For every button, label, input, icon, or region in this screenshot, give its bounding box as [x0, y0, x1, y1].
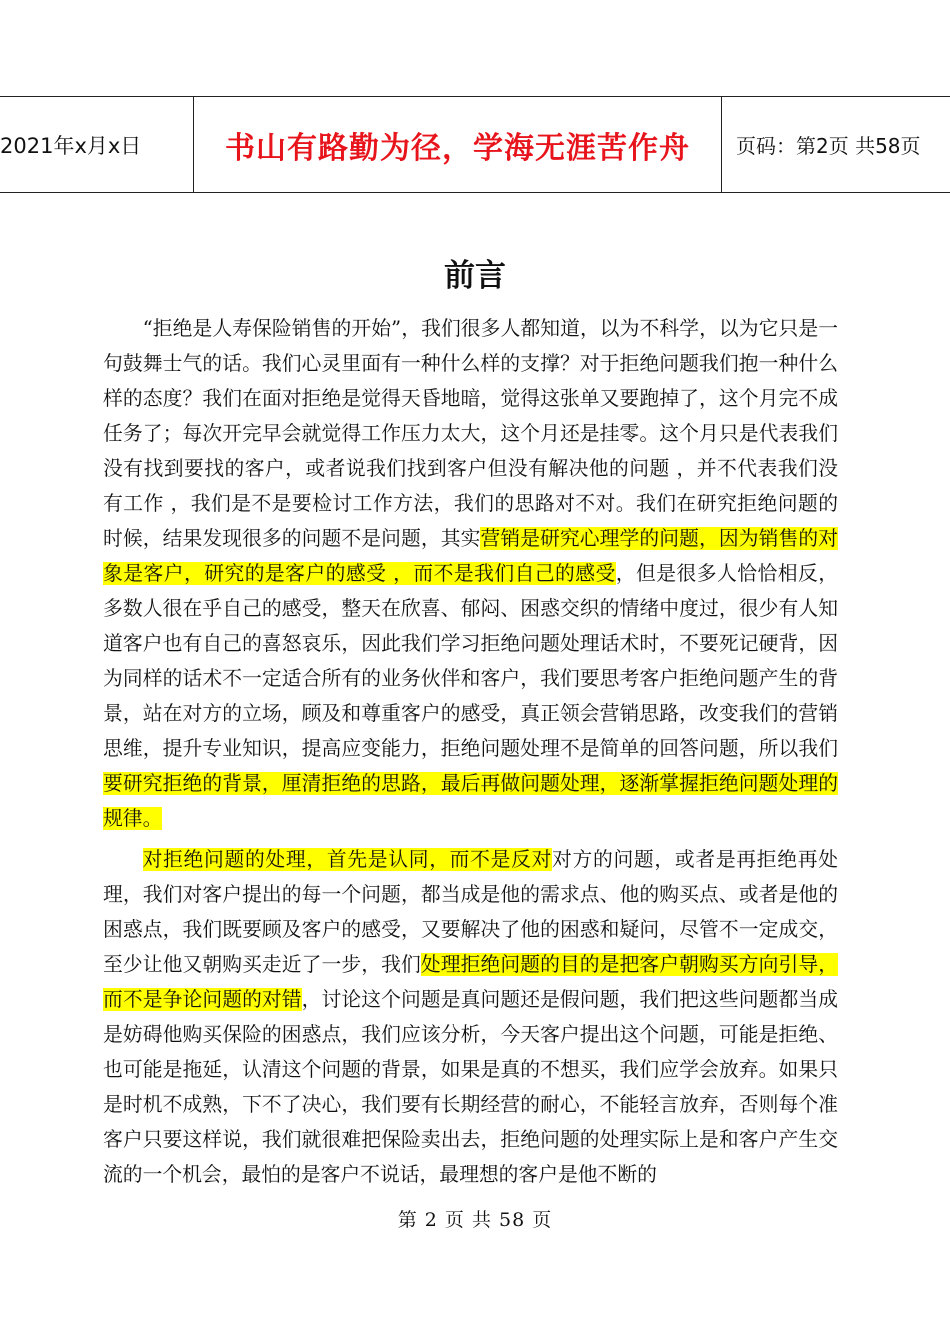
text-run: “拒绝是人寿保险销售的开始”，我们很多人都知道，以为不科学，以为它只是一句鼓舞士气的话。我们心灵里面有一种什么样的支撑？对于拒绝问题我们抱一种什么样的态度？我们在面对拒绝是觉得天昏地暗，觉得这张单又要跑掉了，这个月完不成任务了；每次开完早会就觉得工作压力太大，这个月还是挂零。这个月只是代表我们没有找到要找的客户，或者说我们找到客户但没有解决他的问题 ，并不代表我们没有工作 ，我们是不是要检讨工作方法，我们的思路对不对。我们在研究拒绝问题的时候，结果发现很多的问题不是问题，其实	[103, 317, 838, 550]
paragraph-1	[103, 311, 838, 836]
highlighted-text: 营销是研究心理学的问题，因为销售的对象是客户，研究的是客户的感受 ，而不是我们自己的感受	[103, 527, 838, 585]
header-motto: 书山有路勤为径，学海无涯苦作舟	[194, 97, 722, 192]
text-run: 对方的问题，或者是再拒绝再处理，我们对客户提出的每一个问题，都当成是他的需求点、他的购买点、或者是他的困惑点，我们既要顾及客户的感受，又要解决了他的困惑和疑问，尽管不一定成交，至少让他又朝购买走近了一步，我们	[103, 848, 838, 976]
paragraph-2	[103, 842, 838, 1192]
body-content	[103, 311, 838, 1198]
page-header	[0, 96, 950, 193]
highlighted-text: 要研究拒绝的背景，厘清拒绝的思路，最后再做问题处理，逐渐掌握拒绝问题处理的规律。	[103, 772, 838, 830]
header-page-info: 页码：第2页 共58页	[736, 134, 921, 158]
highlighted-text: 对拒绝问题的处理，首先是认同，而不是反对	[142, 848, 553, 871]
header-date: 2021年x月x日	[0, 97, 194, 192]
page-footer: 第 2 页 共 58 页	[397, 1209, 553, 1231]
highlighted-text: 处理拒绝问题的目的是把客户朝购买方向引导，而不是争论问题的对错	[103, 953, 838, 1011]
text-run: ，但是很多人恰恰相反，多数人很在乎自己的感受，整天在欣喜、郁闷、困惑交织的情绪中度过，很少有人知道客户也有自己的喜怒哀乐，因此我们学习拒绝问题处理话术时，不要死记硬背，因为同样的话术不一定适合所有的业务伙伴和客户，我们要思考客户拒绝问题产生的背景，站在对方的立场，顾及和尊重客户的感受，真正领会营销思路，改变我们的营销思维，提升专业知识，提高应变能力，拒绝问题处理不是简单的回答问题，所以我们	[103, 562, 838, 760]
document-title: 前言	[444, 258, 506, 294]
text-run: ，讨论这个问题是真问题还是假问题，我们把这些问题都当成是妨碍他购买保险的困惑点，我们应该分析，今天客户提出这个问题，可能是拒绝、也可能是拖延，认清这个问题的背景，如果是真的不想买，我们应学会放弃。如果只是时机不成熟，下不了决心，我们要有长期经营的耐心，不能轻言放弃，否则每个准客户只要这样说，我们就很难把保险卖出去，拒绝问题的处理实际上是和客户产生交流的一个机会，最怕的是客户不说话，最理想的客户是他不断的	[103, 988, 838, 1186]
